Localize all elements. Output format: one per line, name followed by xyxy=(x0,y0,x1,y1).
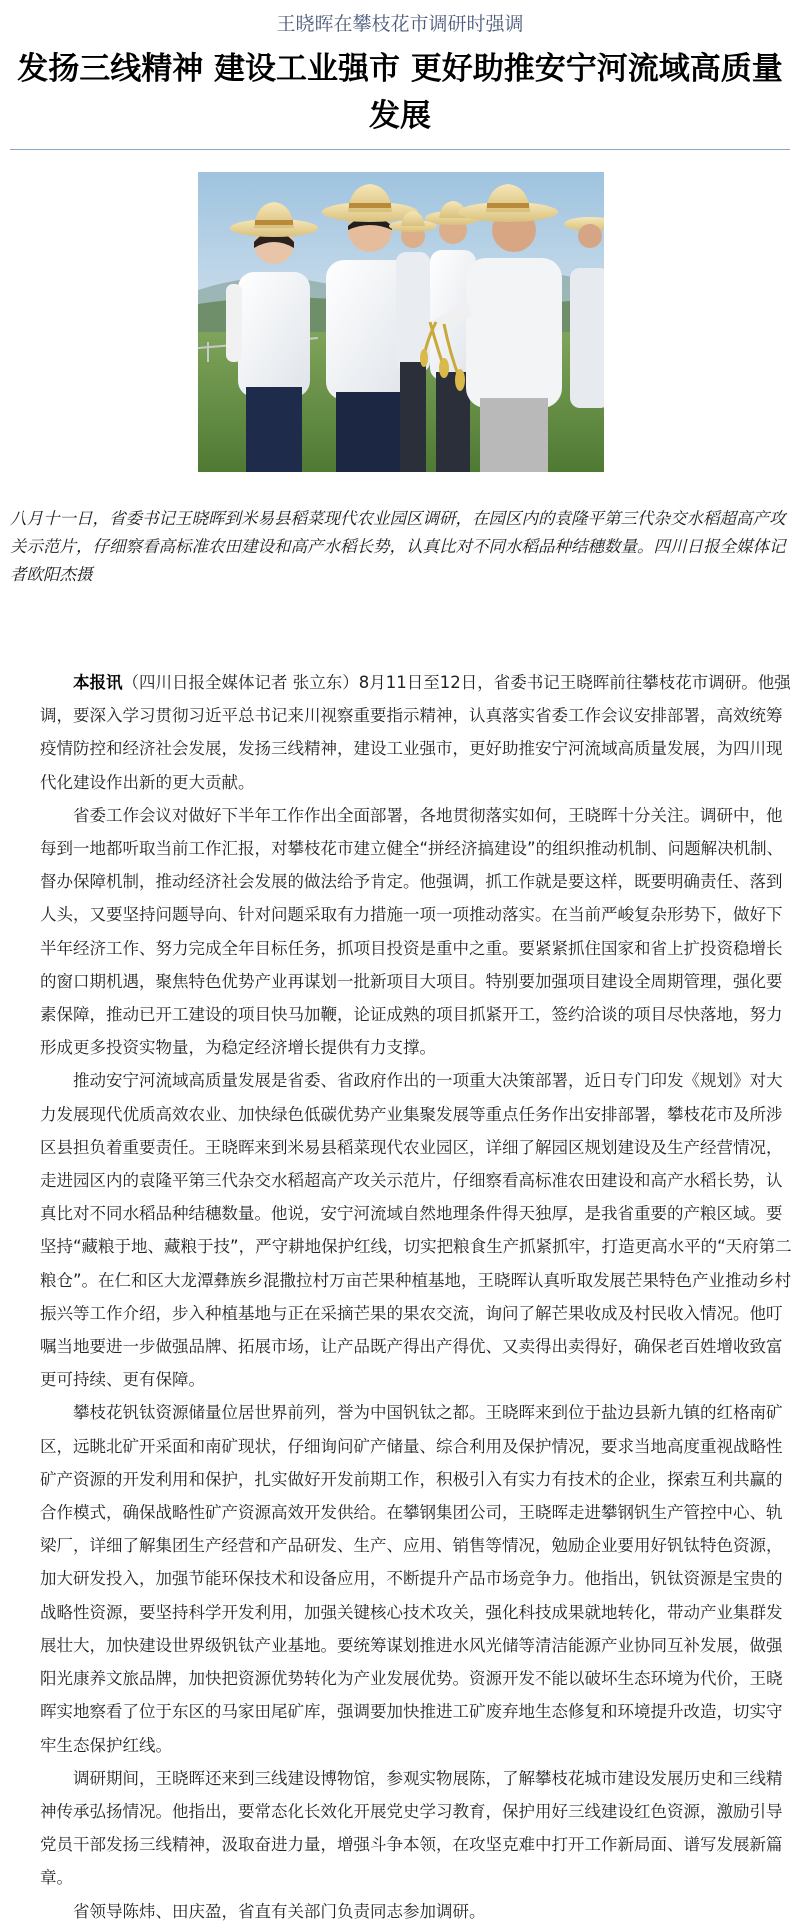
paragraph-1-text: （四川日报全媒体记者 张立东）8月11日至12日，省委书记王晓晖前往攀枝花市调研。他强调，要深入学习贯彻习近平总书记来川视察重要指示精神，认真落实省委工作会议安排部署，高效统筹疫情防控和经济社会发展，发扬三线精神，建设工业强市，更好助推安宁河流域高质量发展，为四川现代化建设作出新的更大贡献。 xyxy=(40,673,791,792)
paragraph-2: 省委工作会议对做好下半年工作作出全面部署，各地贯彻落实如何，王晓晖十分关注。调研中，他每到一地都听取当前工作汇报，对攀枝花市建立健全“拼经济搞建设”的组织推动机制、问题解决机制、督办保障机制，推动经济社会发展的做法给予肯定。他强调，抓工作就是要这样，既要明确责任、落到人头，又要坚持问题导向、针对问题采取有力措施一项一项推动落实。在当前严峻复杂形势下，做好下半年经济工作、努力完成全年目标任务，抓项目投资是重中之重。要紧紧抓住国家和省上扩投资稳增长的窗口期机遇，聚焦特色优势产业再谋划一批新项目大项目。特别要加强项目建设全周期管理，强化要素保障，推动已开工建设的项目快马加鞭，论证成熟的项目抓紧开工，签约洽谈的项目尽快落地，努力形成更多投资实物量，为稳定经济增长提供有力支撑。 xyxy=(40,805,784,1058)
paragraph-1 xyxy=(40,666,792,799)
title-divider xyxy=(10,149,790,150)
photo-caption: 八月十一日，省委书记王晓晖到米易县稻菜现代农业园区调研，在园区内的袁隆平第三代杂交水稻超高产攻关示范片，仔细察看高标准农田建设和高产水稻长势，认真比对不同水稻品种结穗数量。四川日报全媒体记者欧阳杰摄 xyxy=(10,509,786,584)
article-title: 发扬三线精神 建设工业强市 更好助推安宁河流域高质量发展 xyxy=(17,51,783,134)
dateline-lead: 本报讯 xyxy=(73,673,123,692)
paragraph-4: 攀枝花钒钛资源储量位居世界前列，誉为中国钒钛之都。王晓晖来到位于盐边县新九镇的红格南矿区，远眺北矿开采面和南矿现状，仔细询问矿产储量、综合利用及保护情况，要求当地高度重视战略性矿产资源的开发利用和保护，扎实做好开发前期工作，积极引入有实力有技术的企业，探索互利共赢的合作模式，确保战略性矿产资源高效开发供给。在攀钢集团公司，王晓晖走进攀钢钒生产管控中心、轨梁厂，详细了解集团生产经营和产品研发、生产、应用、销售等情况，勉励企业要用好钒钛特色资源，加大研发投入，加强节能环保技术和设备应用，不断提升产品市场竞争力。他指出，钒钛资源是宝贵的战略性资源，要坚持科学开发利用，加强关键核心技术攻关，强化科技成果就地转化，带动产业集群发展壮大，加快建设世界级钒钛产业基地。要统筹谋划推进水风光储等清洁能源产业协同互补发展，做强阳光康养文旅品牌，加快把资源优势转化为产业发展优势。资源开发不能以破坏生态环境为代价，王晓晖实地察看了位于东区的马家田尾矿库，强调要加快推进工矿废弃地生态修复和环境提升改造，切实守牢生态保护红线。 xyxy=(40,1403,783,1755)
paragraph-3: 推动安宁河流域高质量发展是省委、省政府作出的一项重大决策部署，近日专门印发《规划》对大力发展现代优质高效农业、加快绿色低碳优势产业集聚发展等重点任务作出安排部署，攀枝花市及所涉区县担负着重要责任。王晓晖来到米易县稻菜现代农业园区，详细了解园区规划建设及生产经营情况，走进园区内的袁隆平第三代杂交水稻超高产攻关示范片，仔细察看高标准农田建设和高产水稻长势，认真比对不同水稻品种结穗数量。他说，安宁河流域自然地理条件得天独厚，是我省重要的产粮区域。要坚持“藏粮于地、藏粮于技”，严守耕地保护红线，切实把粮食生产抓紧抓牢，打造更高水平的“天府第二粮仓”。在仁和区大龙潭彝族乡混撒拉村万亩芒果种植基地，王晓晖认真听取发展芒果特色产业推动乡村振兴等工作介绍，步入种植基地与正在采摘芒果的果农交流，询问了解芒果收成及村民收入情况。他叮嘱当地要进一步做强品牌、拓展市场，让产品既产得出产得优、又卖得出卖得好，确保老百姓增收致富更可持续、更有保障。 xyxy=(40,1071,792,1390)
article-body xyxy=(40,666,792,1928)
news-photo-image xyxy=(198,172,604,472)
paragraph-5: 调研期间，王晓晖还来到三线建设博物馆，参观实物展陈，了解攀枝花城市建设发展历史和三线精神传承弘扬情况。他指出，要常态化长效化开展党史学习教育，保护用好三线建设红色资源，激励引导党员干部发扬三线精神，汲取奋进力量，增强斗争本领，在攻坚克难中打开工作新局面、谱写发展新篇章。 xyxy=(40,1768,783,1888)
article-subtitle: 王晓晖在攀枝花市调研时强调 xyxy=(276,13,524,35)
news-photo xyxy=(198,172,604,472)
paragraph-6: 省领导陈炜、田庆盈，省直有关部门负责同志参加调研。 xyxy=(73,1901,486,1921)
